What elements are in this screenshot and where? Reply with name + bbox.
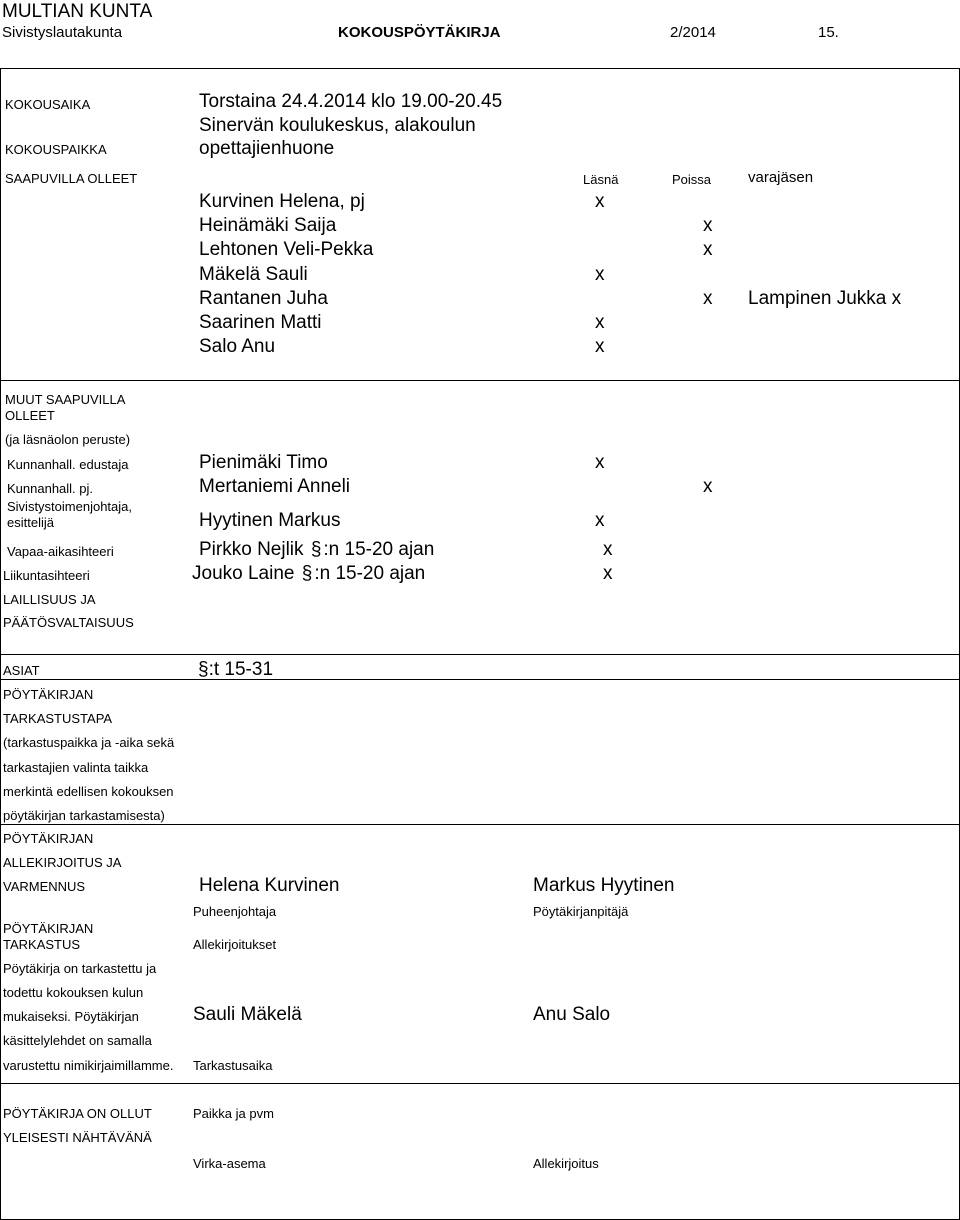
- attendee-role: Kunnanhall. edustaja: [7, 457, 129, 472]
- review-method-line: (tarkastuspaikka ja -aika sekä: [3, 735, 175, 750]
- review-label-line: Pöytäkirja on tarkastettu ja: [3, 961, 157, 976]
- attendee-name: Mertaniemi Anneli: [199, 476, 351, 497]
- signatures-label: Allekirjoitukset: [193, 937, 277, 952]
- absent-mark: x: [703, 239, 713, 260]
- section-sign-icon: §: [310, 539, 322, 560]
- meeting-time-label: KOKOUSAIKA: [5, 97, 91, 112]
- present-mark: x: [603, 563, 613, 584]
- page-number: 15.: [818, 24, 839, 41]
- items-label: ASIAT: [3, 663, 40, 678]
- attendee-role: esittelijä: [7, 515, 54, 530]
- items-value: §:t 15-31: [198, 659, 274, 680]
- public-label-line1: PÖYTÄKIRJA ON OLLUT: [3, 1106, 152, 1121]
- member-name: Mäkelä Sauli: [199, 264, 308, 285]
- present-mark: x: [595, 312, 605, 333]
- meeting-time-value: Torstaina 24.4.2014 klo 19.00-20.45: [199, 91, 503, 112]
- table-left-border: [0, 68, 1, 1220]
- review-time-label: Tarkastusaika: [193, 1058, 273, 1073]
- attendee-name: Jouko Laine § :n 15-20 ajan: [192, 563, 426, 584]
- others-label-line1: MUUT SAAPUVILLA: [5, 392, 126, 407]
- meeting-place-label: KOKOUSPAIKKA: [5, 142, 107, 157]
- row-divider: [0, 679, 960, 680]
- chair-role: Puheenjohtaja: [193, 904, 277, 919]
- review-label-line: käsittelylehdet on samalla: [3, 1033, 152, 1048]
- member-name: Rantanen Juha: [199, 288, 328, 309]
- attendee-name: Hyytinen Markus: [199, 510, 341, 531]
- absent-mark: x: [703, 215, 713, 236]
- review-method-line: pöytäkirjan tarkastamisesta): [3, 808, 165, 823]
- row-divider: [0, 380, 960, 381]
- present-mark: x: [595, 336, 605, 357]
- review-method-line: TARKASTUSTAPA: [3, 711, 113, 726]
- review-label-line: varustettu nimikirjaimillamme.: [3, 1058, 174, 1073]
- signing-label-line: VARMENNUS: [3, 879, 86, 894]
- meeting-place-line1: Sinervän koulukeskus, alakoulun: [199, 115, 476, 136]
- reviewer-name: Anu Salo: [533, 1004, 611, 1025]
- attendees-label: SAAPUVILLA OLLEET: [5, 171, 138, 186]
- attendee-role: Vapaa-aikasihteeri: [7, 544, 114, 559]
- attendee-role: Sivistystoimenjohtaja,: [7, 499, 132, 514]
- review-method-line: PÖYTÄKIRJAN: [3, 687, 94, 702]
- table-top-border: [0, 68, 960, 69]
- absent-column-header: Poissa: [672, 172, 712, 187]
- secretary-role: Pöytäkirjanpitäjä: [533, 904, 629, 919]
- row-divider: [0, 1083, 960, 1084]
- absent-mark: x: [703, 288, 713, 309]
- section-sign-icon: §: [301, 563, 313, 584]
- reviewer-name: Sauli Mäkelä: [193, 1004, 302, 1025]
- present-column-header: Läsnä: [583, 172, 619, 187]
- others-label-line2: OLLEET: [5, 408, 55, 423]
- deputy-entry: Lampinen Jukka x: [748, 288, 902, 309]
- review-label-line: TARKASTUS: [3, 937, 81, 952]
- attendee-name: Pirkko Nejlik § :n 15-20 ajan: [199, 539, 435, 560]
- section-sign-icon: §: [198, 659, 209, 680]
- chair-name: Helena Kurvinen: [199, 875, 340, 896]
- secretary-name: Markus Hyytinen: [533, 875, 675, 896]
- member-name: Lehtonen Veli-Pekka: [199, 239, 374, 260]
- review-method-line: tarkastajien valinta taikka: [3, 760, 149, 775]
- present-mark: x: [595, 452, 605, 473]
- review-label-line: todettu kokouksen kulun: [3, 985, 144, 1000]
- present-mark: x: [595, 510, 605, 531]
- legality-label-line2: PÄÄTÖSVALTAISUUS: [3, 615, 134, 630]
- public-label-line2: YLEISESTI NÄHTÄVÄNÄ: [3, 1130, 152, 1145]
- legality-label-line1: LAILLISUUS JA: [3, 592, 96, 607]
- row-divider: [0, 824, 960, 825]
- attendee-role: Kunnanhall. pj.: [7, 481, 94, 496]
- review-label-line: PÖYTÄKIRJAN: [3, 921, 94, 936]
- attendee-name: Pienimäki Timo: [199, 452, 328, 473]
- attendee-role: Liikuntasihteeri: [3, 568, 90, 583]
- absent-mark: x: [703, 476, 713, 497]
- meeting-place-line2: opettajienhuone: [199, 138, 335, 159]
- signature-label: Allekirjoitus: [533, 1156, 599, 1171]
- board-name: Sivistyslautakunta: [2, 24, 123, 41]
- signing-label-line: PÖYTÄKIRJAN: [3, 831, 94, 846]
- present-mark: x: [603, 539, 613, 560]
- signing-label-line: ALLEKIRJOITUS JA: [3, 855, 122, 870]
- municipality-name: MULTIAN KUNTA: [2, 1, 153, 22]
- document-number: 2/2014: [670, 24, 716, 41]
- present-mark: x: [595, 191, 605, 212]
- member-name: Kurvinen Helena, pj: [199, 191, 365, 212]
- review-method-line: merkintä edellisen kokouksen: [3, 784, 174, 799]
- others-label-line3: (ja läsnäolon peruste): [5, 432, 131, 447]
- member-name: Salo Anu: [199, 336, 276, 357]
- row-divider: [0, 654, 960, 655]
- deputy-column-header: varajäsen: [748, 169, 814, 186]
- member-name: Heinämäki Saija: [199, 215, 337, 236]
- present-mark: x: [595, 264, 605, 285]
- place-date-label: Paikka ja pvm: [193, 1106, 274, 1121]
- document-type: KOKOUSPÖYTÄKIRJA: [338, 24, 501, 41]
- member-name: Saarinen Matti: [199, 312, 322, 333]
- review-label-line: mukaiseksi. Pöytäkirjan: [3, 1009, 139, 1024]
- office-label: Virka-asema: [193, 1156, 266, 1171]
